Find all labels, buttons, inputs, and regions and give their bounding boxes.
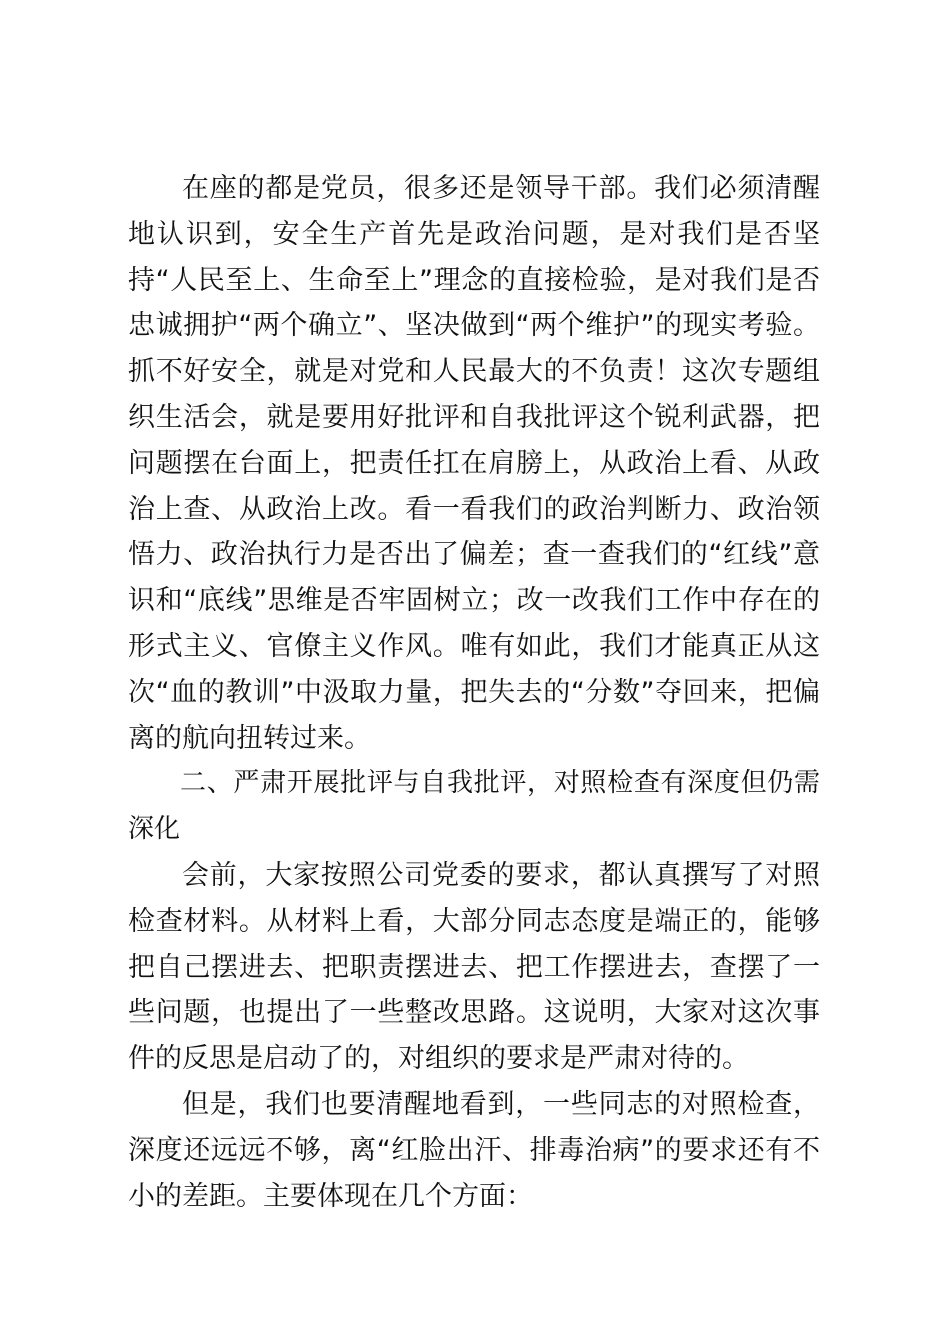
document-body (128, 166, 820, 1219)
paragraph-shortcomings-intro: 但是，我们也要清醒地看到，一些同志的对照检查，深度还远远不够，离“红脸出汗、排毒治病”的要求还有不小的差距。主要体现在几个方面： (128, 1088, 820, 1212)
section-heading-criticism: 二、严肃开展批评与自我批评，对照检查有深度但仍需深化 (128, 768, 820, 845)
paragraph-pre-meeting-review: 会前，大家按照公司党委的要求，都认真撰写了对照检查材料。从材料上看，大部分同志态度是端正的，能够把自己摆进去、把职责摆进去、把工作摆进去，查摆了一些问题，也提出了一些整改思路。这说明，大家对这次事件的反思是启动了的，对组织的要求是严肃对待的。 (128, 859, 820, 1075)
paragraph-political-responsibility: 在座的都是党员，很多还是领导干部。我们必须清醒地认识到，安全生产首先是政治问题，是对我们是否坚持“人民至上、生命至上”理念的直接检验，是对我们是否忠诚拥护“两个确立”、坚决做到“两个维护”的现实考验。抓不好安全，就是对党和人民最大的不负责！这次专题组织生活会，就是要用好批评和自我批评这个锐利武器，把问题摆在台面上，把责任扛在肩膀上，从政治上看、从政治上查、从政治上改。看一看我们的政治判断力、政治领悟力、政治执行力是否出了偏差；查一查我们的“红线”意识和“底线”思维是否牢固树立；改一改我们工作中存在的形式主义、官僚主义作风。唯有如此，我们才能真正从这次“血的教训”中汲取力量，把失去的“分数”夺回来，把偏离的航向扭转过来。 (128, 173, 820, 754)
